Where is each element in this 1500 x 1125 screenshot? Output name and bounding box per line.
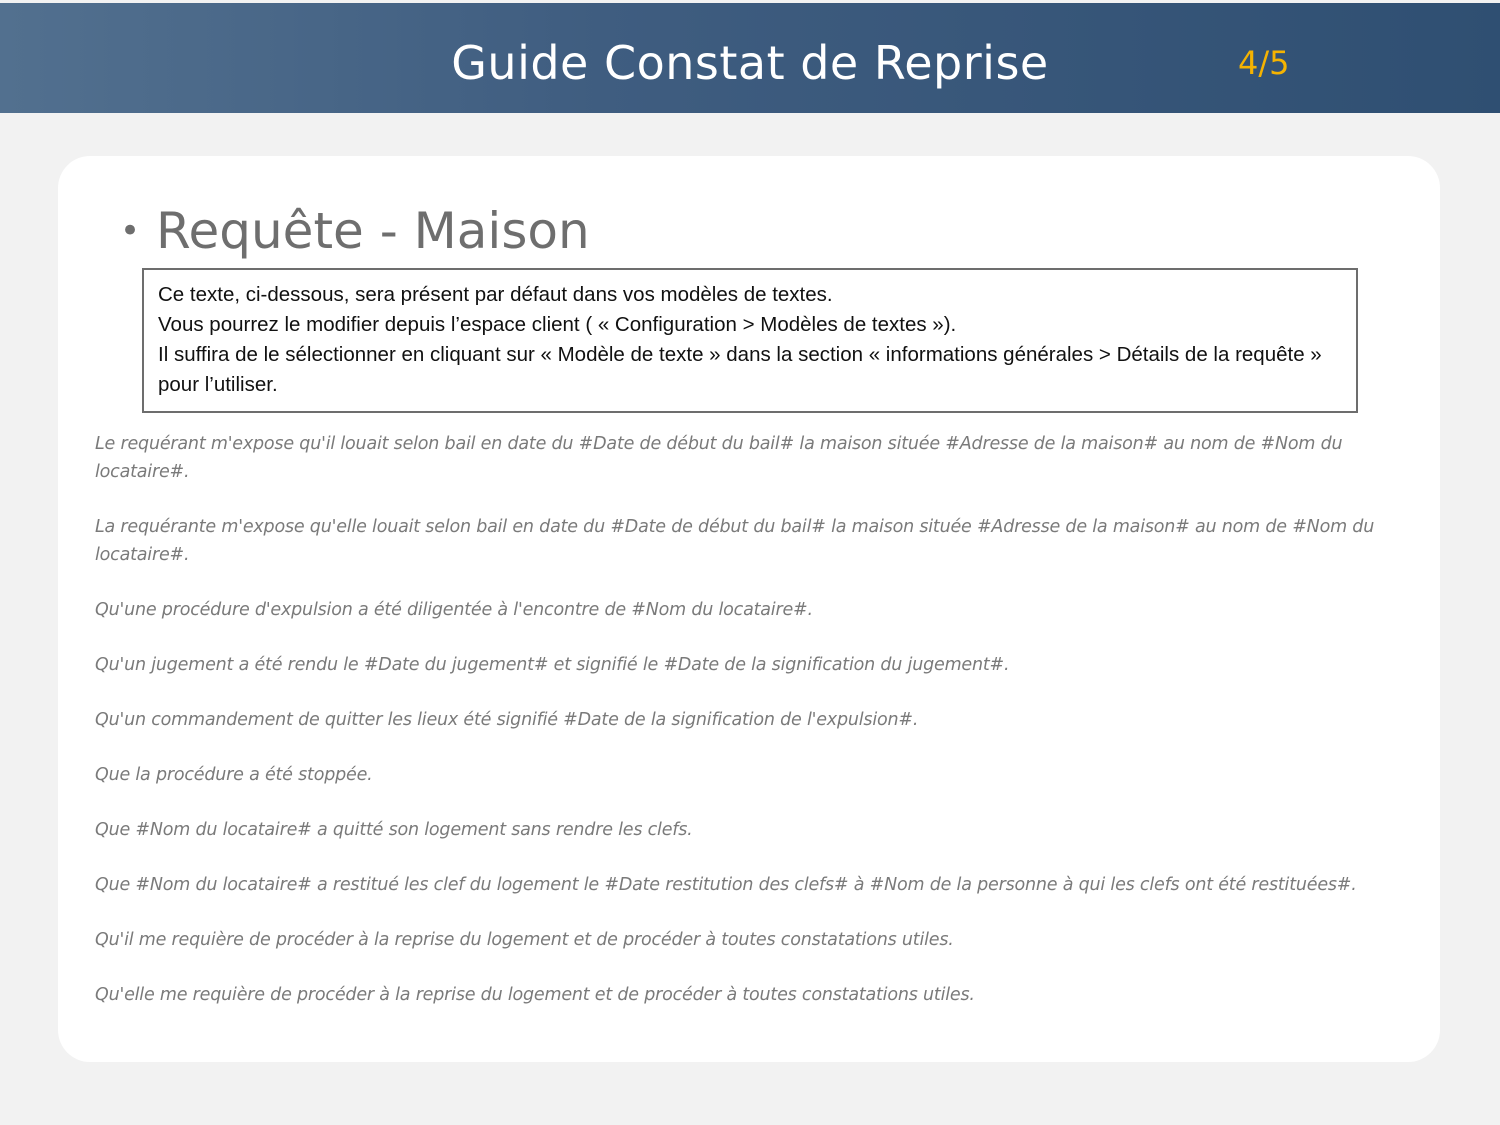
template-text xyxy=(95,430,1410,1036)
header-bar xyxy=(0,3,1500,113)
template-paragraph: La requérante m'expose qu'elle louait selon bail en date du #Date de début du bail# la maison située #Adresse de la maison# au nom de #Nom du locataire#. xyxy=(95,517,1375,565)
notice-box xyxy=(142,268,1358,413)
notice-line: Ce texte, ci-dessous, sera présent par défaut dans vos modèles de textes. xyxy=(158,283,833,306)
template-paragraph: Qu'un commandement de quitter les lieux été signifié #Date de la signification de l'expulsion#. xyxy=(95,710,919,730)
notice-line: Vous pourrez le modifier depuis l’espace client ( « Configuration > Modèles de textes »). xyxy=(158,313,957,336)
content-card xyxy=(58,156,1440,1062)
section-heading xyxy=(120,196,590,266)
template-paragraph: Qu'il me requière de procéder à la reprise du logement et de procéder à toutes constatations utiles. xyxy=(95,930,954,950)
template-paragraph: Le requérant m'expose qu'il louait selon bail en date du #Date de début du bail# la maison située #Adresse de la maison# au nom de #Nom du locataire#. xyxy=(95,434,1343,482)
section-title: Requête - Maison xyxy=(156,202,590,260)
page-title: Guide Constat de Reprise xyxy=(451,36,1049,90)
template-paragraph: Que #Nom du locataire# a restitué les clef du logement le #Date restitution des clefs# à #Nom de la personne à qui les clefs ont été restituées#. xyxy=(95,875,1357,895)
template-paragraph: Qu'une procédure d'expulsion a été diligentée à l'encontre de #Nom du locataire#. xyxy=(95,600,813,620)
bullet-icon: • xyxy=(120,211,141,251)
template-paragraph: Qu'un jugement a été rendu le #Date du jugement# et signifié le #Date de la signification du jugement#. xyxy=(95,655,1010,675)
template-paragraph: Que #Nom du locataire# a quitté son logement sans rendre les clefs. xyxy=(95,820,693,840)
notice-line: Il suffira de le sélectionner en cliquant sur « Modèle de texte » dans la section « informations générales > Détails de la requête » pour l’utiliser. xyxy=(158,343,1322,396)
page-counter: 4/5 xyxy=(1238,44,1290,82)
template-paragraph: Qu'elle me requière de procéder à la reprise du logement et de procéder à toutes constatations utiles. xyxy=(95,985,975,1005)
template-paragraph: Que la procédure a été stoppée. xyxy=(95,765,373,785)
